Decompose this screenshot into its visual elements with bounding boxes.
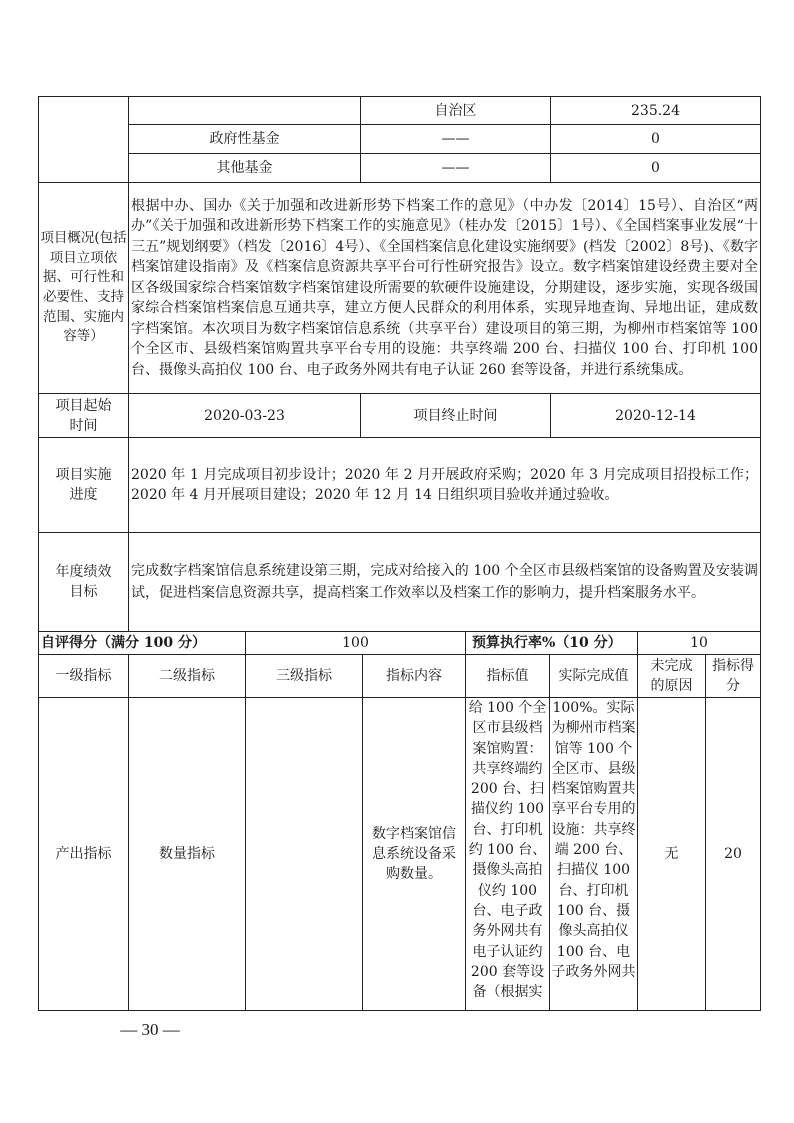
header-score: 指标得分 [705, 654, 761, 698]
row-content: 数字档案馆信息系统设备采购数量。 [362, 697, 466, 1011]
end-date-value: 2020-12-14 [550, 393, 761, 438]
funding-label-cell [38, 96, 129, 183]
row-level3 [245, 697, 363, 1011]
row-reason: 无 [637, 697, 706, 1011]
funding-level-cell: —— [360, 153, 551, 183]
header-level2: 二级指标 [128, 654, 246, 698]
progress-text: 2020 年 1 月完成项目初步设计；2020 年 2 月开展政府采购；2020 年 3 月完成项目招投标工作；2020 年 4 月开展项目建设；2020 年 12 月 14 日组织项目验收并通过验收。 [128, 437, 761, 533]
page-number: — 30 — [120, 1020, 180, 1039]
self-score-label: 自评得分（满分 100 分） [38, 631, 246, 655]
start-date-label: 项目起始时间 [38, 393, 129, 438]
self-score-value: 100 [245, 631, 466, 655]
funding-amount-cell: 0 [550, 153, 761, 183]
funding-amount-cell: 0 [550, 124, 761, 154]
goal-label: 年度绩效目标 [38, 532, 129, 632]
header-reason: 未完成的原因 [637, 654, 706, 698]
row-level2: 数量指标 [128, 697, 246, 1011]
funding-amount-cell: 235.24 [550, 96, 761, 125]
row-target: 给 100 个全区市县级档案馆购置：共享终端约 200 台、扫描仪约 100 台、打印机约 100 台、摄像头高拍仪约 100 台、电子政务外网共有电子认证约 200 套等设备（根据实 [465, 697, 550, 1011]
row-level1: 产出指标 [38, 697, 129, 1011]
row-score: 20 [705, 697, 761, 1011]
row-actual: 100%。实际为柳州市档案馆等 100 个全区市、县级档案馆购置共享平台专用的设施：共享终端 200 台、扫描仪 100 台、打印机 100 台、摄像头高拍仪 100 台、电子政务外网共 [549, 697, 638, 1011]
header-target: 指标值 [465, 654, 550, 698]
overview-text: 根据中办、国办《关于加强和改进新形势下档案工作的意见》（中办发〔2014〕15号）、自治区“两办”《关于加强和改进新形势下档案工作的实施意见》（桂办发〔2015〕1号）、《全国档案事业发展“十三五”规划纲要》（档发〔2016〕4号）、《全国档案信息化建设实施纲要》(档发〔2002〕8号)、《数字档案馆建设指南》及《档案信息资源共享平台可行性研究报告》设立。数字档案馆建设经费主要对全区各级国家综合档案馆数字档案馆建设所需要的软硬件设施建设，分期建设，逐步实施，实现各级国家综合档案馆档案信息互通共享，建立方便人民群众的利用体系，实现异地查询、异地出证，建成数字档案馆。本次项目为数字档案馆信息系统（共享平台）建设项目的第三期，为柳州市档案馆等 100 个全区市、县级档案馆购置共享平台专用的设施：共享终端 200 台、扫描仪 100 台、打印机 100台、摄像头高拍仪 100 台、电子政务外网共有电子认证 260 套等设备，并进行系统集成。 [128, 182, 761, 394]
funding-name-cell [128, 96, 361, 125]
funding-name-cell: 政府性基金 [128, 124, 361, 154]
funding-level-cell: —— [360, 124, 551, 154]
header-content: 指标内容 [362, 654, 466, 698]
start-date-value: 2020-03-23 [128, 393, 361, 438]
goal-text: 完成数字档案馆信息系统建设第三期，完成对给接入的 100 个全区市县级档案馆的设备购置及安装调试，促进档案信息资源共享，提高档案工作效率以及档案工作的影响力，提升档案服务水平。 [128, 532, 761, 632]
funding-name-cell: 其他基金 [128, 153, 361, 183]
header-level3: 三级指标 [245, 654, 363, 698]
header-level1: 一级指标 [38, 654, 129, 698]
budget-rate-label: 预算执行率%（10 分） [465, 631, 638, 655]
funding-level-cell: 自治区 [360, 96, 551, 125]
header-actual: 实际完成值 [549, 654, 638, 698]
overview-label: 项目概况(包括项目立项依据、可行性和必要性、支持范围、实施内容等） [38, 182, 129, 394]
progress-label: 项目实施进度 [38, 437, 129, 533]
end-date-label: 项目终止时间 [360, 393, 551, 438]
budget-rate-value: 10 [637, 631, 761, 655]
